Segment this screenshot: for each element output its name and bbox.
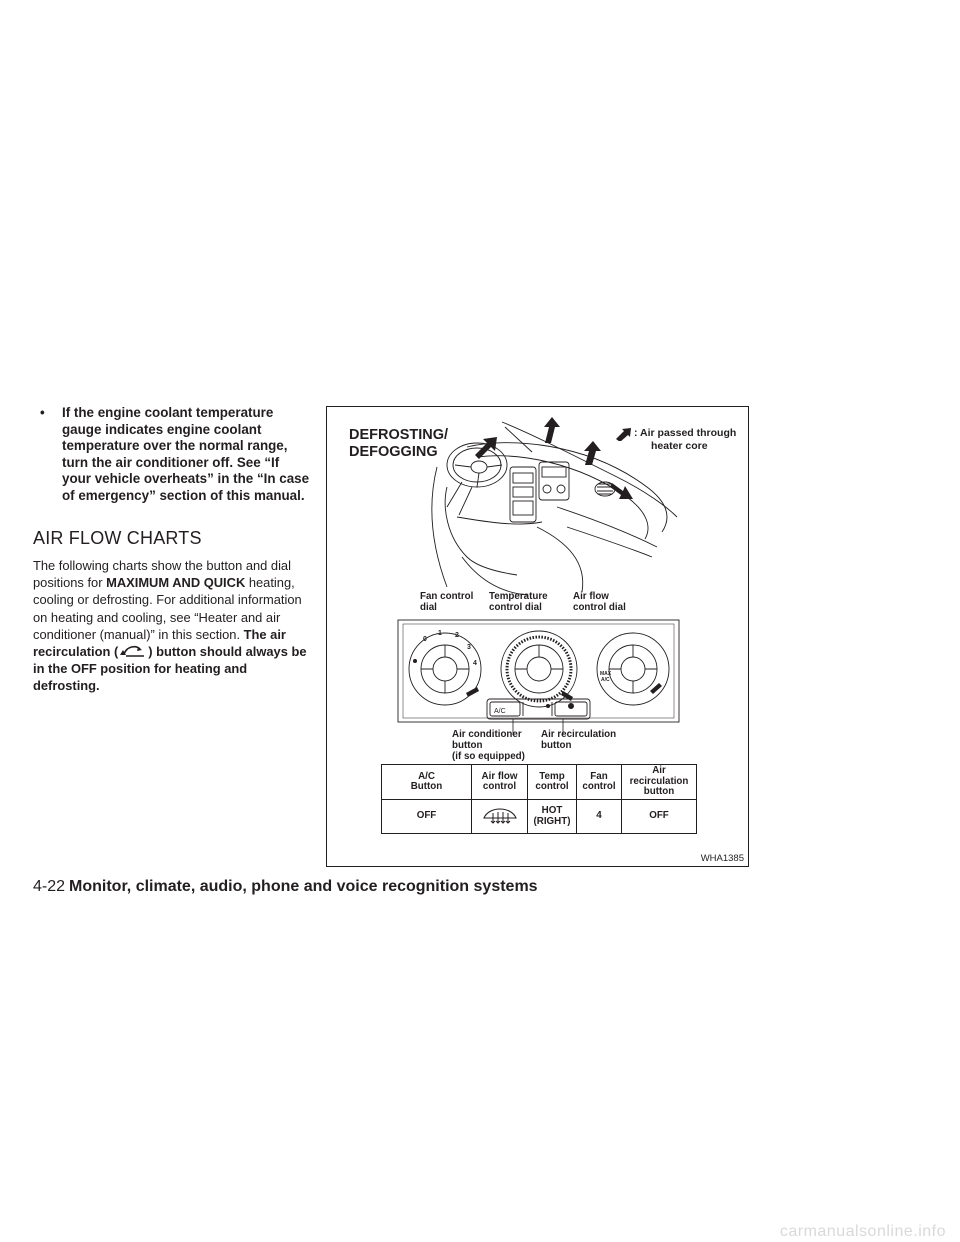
page-footer — [33, 878, 538, 896]
paragraph-bold-1: MAXIMUM AND QUICK — [106, 575, 246, 591]
cell-airflow — [472, 800, 528, 834]
table-row — [382, 800, 697, 834]
fan-tick-0: 0 — [423, 636, 427, 643]
header-airflow — [472, 765, 528, 800]
header-temp — [528, 765, 577, 800]
airflow-callout-l2: control dial — [573, 602, 626, 613]
airflow-settings-table — [381, 764, 697, 834]
ac-callout-l2: button — [452, 740, 483, 751]
max-ac-l1: MAX — [600, 671, 612, 677]
defrost-figure — [326, 406, 749, 867]
figure-code: WHA1385 — [700, 853, 744, 864]
fan-callout-l1: Fan control — [420, 591, 474, 602]
header-fan-l2: control — [582, 781, 616, 792]
header-ac — [382, 765, 472, 800]
airflow-callout-l1: Air flow — [573, 591, 609, 602]
dashboard-illustration — [327, 407, 749, 597]
recirc-button-callout — [541, 729, 616, 751]
temp-callout-l2: control dial — [489, 602, 542, 613]
fan-tick-2: 2 — [455, 632, 459, 639]
recirc-callout-l1: Air recirculation — [541, 729, 617, 740]
temp-callout-l1: Temperature — [489, 591, 548, 602]
header-fan — [577, 765, 622, 800]
cell-temp-l2: (RIGHT) — [533, 815, 571, 827]
chapter-title: Monitor, climate, audio, phone and voice recognition systems — [69, 878, 538, 895]
header-temp-l2: control — [535, 781, 569, 792]
ac-callout-l1: Air conditioner — [452, 729, 522, 740]
header-recirc — [622, 765, 697, 800]
cell-temp-l1: HOT — [541, 805, 563, 816]
cell-fan: 4 — [577, 800, 622, 834]
temp-dial-callout — [489, 591, 548, 613]
watermark: carmanualsonline.info — [779, 1223, 946, 1240]
ac-button-label: A/C — [494, 708, 506, 715]
legend-line1: : Air passed through — [634, 427, 737, 439]
legend-line2: heater core — [651, 439, 708, 452]
header-fan-l1: Fan — [590, 770, 608, 782]
header-recirc-l2: recirculation — [629, 775, 689, 787]
paragraph-text-2: heating, cooling or defrosting. For additional information on heating and cooling, see “Heater and air conditioner (manual)” in this section. — [33, 575, 302, 642]
max-ac-l2: A/C — [601, 677, 610, 683]
section-paragraph — [33, 557, 310, 695]
section-heading: AIR FLOW CHARTS — [33, 528, 202, 548]
ac-button-callout — [452, 729, 525, 762]
header-recirc-l1: Air — [652, 765, 666, 777]
page-number: 4-22 — [33, 878, 66, 895]
paragraph-bold-2: The air recirculation ( — [33, 626, 286, 660]
fan-tick-3: 3 — [467, 644, 471, 651]
table-header-row — [382, 765, 697, 800]
cell-ac: OFF — [382, 800, 472, 834]
cell-temp — [528, 800, 577, 834]
fan-tick-4: 4 — [473, 660, 477, 667]
figure-title-line1: DEFROSTING/ — [349, 427, 449, 443]
control-panel-illustration — [327, 619, 749, 754]
cell-recirc: OFF — [622, 800, 697, 834]
defrost-icon — [481, 804, 519, 826]
bullet-text: If the engine coolant temperature gauge indicates engine coolant temperature over the normal range, turn the air conditioner off. See “If your vehicle overheats” in the “In case of emergency” section of this manual. — [62, 405, 310, 503]
header-ac-l2: Button — [410, 781, 443, 792]
header-recirc-l3: button — [643, 786, 675, 798]
fan-callout-l2: dial — [420, 602, 437, 613]
fan-dial-callout — [420, 591, 473, 613]
recirculation-icon — [118, 644, 148, 658]
header-airflow-l2: control — [482, 781, 517, 792]
airflow-dial-callout — [573, 591, 626, 613]
header-temp-l1: Temp — [539, 770, 565, 782]
fan-tick-1: 1 — [438, 630, 442, 637]
recirc-callout-l2: button — [541, 740, 572, 751]
header-ac-l1: A/C — [418, 770, 435, 782]
ac-callout-l3: (if so equipped) — [452, 751, 525, 762]
bullet-note — [40, 405, 310, 505]
figure-title-line2: DEFOGGING — [349, 443, 438, 460]
header-airflow-l1: Air flow — [481, 770, 518, 782]
paragraph-bold-3: ) button should always be in the OFF position for heating and defrosting. — [33, 644, 307, 694]
bullet-marker: • — [40, 405, 45, 420]
paragraph-text-1: The following charts show the button and dial positions for — [33, 558, 291, 591]
